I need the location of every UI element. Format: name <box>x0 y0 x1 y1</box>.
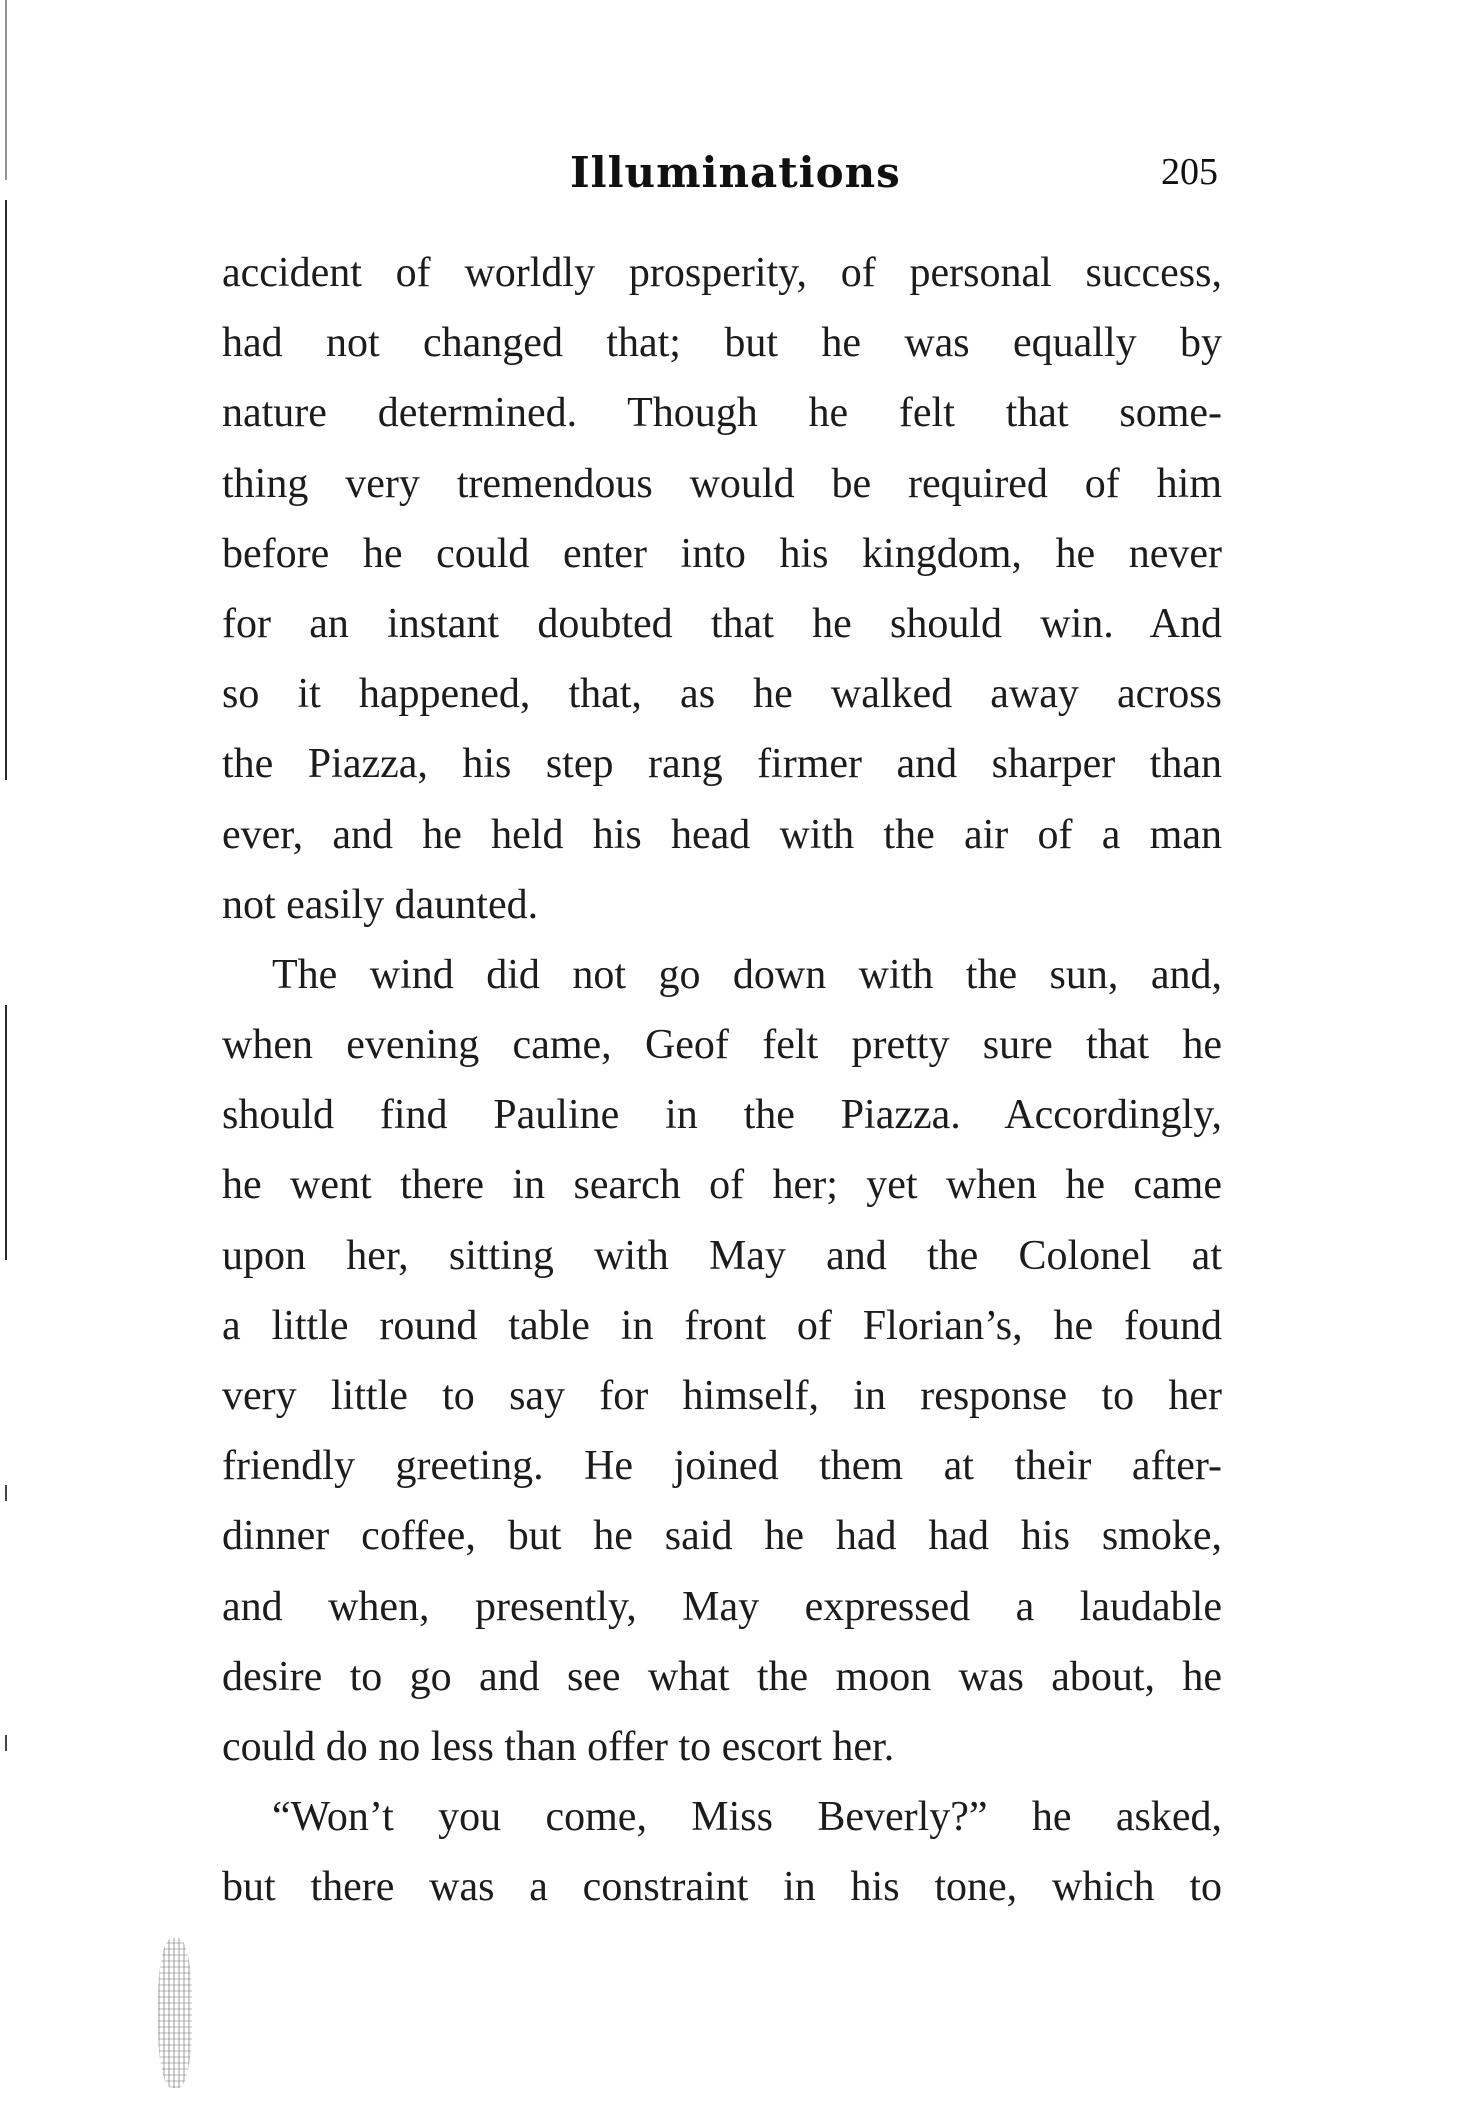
text-line: a little round table in front of Florian’s, he found <box>222 1302 1222 1349</box>
page-number: 205 <box>1161 151 1218 193</box>
text-line: when evening came, Geof felt pretty sure that he <box>222 1022 1222 1069</box>
running-head <box>222 148 1222 208</box>
text-line: but there was a constraint in his tone, which to <box>222 1864 1222 1911</box>
text-line: thing very tremendous would be required of him <box>222 460 1222 507</box>
text-line: before he could enter into his kingdom, he never <box>222 530 1222 577</box>
scan-edge-line <box>5 200 7 780</box>
text-line: could do no less than offer to escort her. <box>222 1723 895 1770</box>
text-line: so it happened, that, as he walked away across <box>222 671 1222 718</box>
scan-speckle <box>158 1938 192 2088</box>
text-line: upon her, sitting with May and the Colonel at <box>222 1232 1222 1279</box>
text-line: should find Pauline in the Piazza. Accordingly, <box>222 1092 1222 1139</box>
text-line: The wind did not go down with the sun, and, <box>272 951 1222 998</box>
text-line: friendly greeting. He joined them at their after- <box>222 1443 1222 1490</box>
text-line: desire to go and see what the moon was about, he <box>222 1653 1222 1700</box>
text-line: he went there in search of her; yet when he came <box>222 1162 1222 1209</box>
text-line: had not changed that; but he was equally by <box>222 320 1222 367</box>
scan-edge-line <box>5 1005 7 1260</box>
body-text <box>222 238 1222 1923</box>
scan-edge-tick <box>5 1485 7 1501</box>
text-line: “Won’t you come, Miss Beverly?” he asked, <box>272 1794 1222 1841</box>
scan-edge-tick <box>5 1735 7 1751</box>
text-line: and when, presently, May expressed a laudable <box>222 1583 1222 1630</box>
text-line: nature determined. Though he felt that some- <box>222 390 1222 437</box>
running-title: Illuminations <box>570 148 901 197</box>
text-line: dinner coffee, but he said he had had his smoke, <box>222 1513 1222 1560</box>
text-line: accident of worldly prosperity, of personal success, <box>222 250 1222 296</box>
scan-edge-line <box>5 0 7 180</box>
text-line: for an instant doubted that he should win. And <box>222 600 1222 647</box>
text-line: ever, and he held his head with the air of a man <box>222 811 1222 858</box>
text-line: not easily daunted. <box>222 881 539 928</box>
text-line: the Piazza, his step rang firmer and sharper than <box>222 741 1222 788</box>
text-line: very little to say for himself, in response to her <box>222 1373 1222 1419</box>
